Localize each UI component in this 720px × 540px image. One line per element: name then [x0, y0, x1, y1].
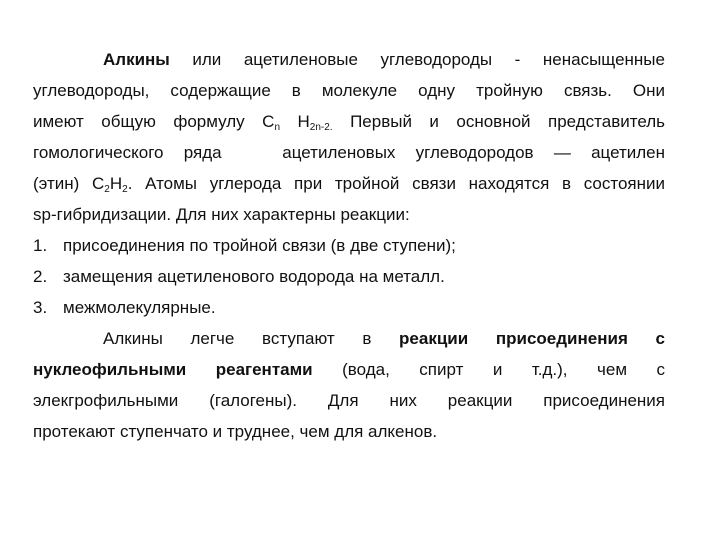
- list-item-2: [33, 261, 665, 292]
- formula-h: H: [297, 112, 310, 131]
- ethyne-h-subscript: 2: [122, 184, 128, 195]
- paragraph1-line4: гомологического ряда ацетиленовых углеводородов — ацетилен: [33, 143, 665, 162]
- list-text: присоединения по тройной связи (в две ступени);: [63, 236, 456, 255]
- formula-h-subscript: 2n-2.: [309, 122, 333, 133]
- list-number: 2.: [33, 267, 48, 286]
- paragraph1-line1-text: или ацетиленовые углеводороды - ненасыщенные: [192, 50, 665, 69]
- ethyne-c-subscript: 2: [104, 184, 110, 195]
- general-formula: [262, 112, 280, 131]
- paragraph1-line6: sp-гибридизации. Для них характерны реакции:: [33, 205, 410, 224]
- general-formula-h: [298, 112, 333, 131]
- paragraph2-line2-text: (вода, спирт и т.д.), чем с: [342, 360, 665, 379]
- paragraph2-line1: [33, 323, 665, 354]
- list-item-1: [33, 230, 665, 261]
- paragraph2-line4: протекают ступенчато и труднее, чем для алкенов.: [33, 422, 438, 441]
- bold-addition-reactions: реакции присоединения с: [399, 329, 665, 348]
- line5-pre: (этин) C: [33, 174, 105, 193]
- ethyne-h: H: [109, 174, 123, 193]
- list-number: 3.: [33, 298, 48, 317]
- paragraph2-line2: [33, 354, 665, 385]
- list-text: межмолекулярные.: [63, 298, 216, 317]
- bold-term-alkyny: Алкины: [103, 50, 170, 69]
- formula-c-subscript: n: [274, 122, 281, 133]
- paragraph1-line5-post: . Атомы углерода при тройной связи находятся в состоянии: [127, 174, 665, 193]
- paragraph1-line3-pre: имеют общую формулу: [33, 112, 245, 131]
- list-number: 1.: [33, 236, 48, 255]
- paragraph1-line3: [33, 106, 665, 137]
- paragraph1-line3-post: Первый и основной представитель: [350, 112, 666, 131]
- formula-c: C: [262, 112, 275, 131]
- paragraph2-line3: элекгрофильными (галогены). Для них реакции присоединения: [33, 391, 665, 410]
- paragraph1-line1: [33, 44, 665, 75]
- paragraph1-line2: углеводороды, содержащие в молекуле одну тройную связь. Они: [33, 81, 665, 100]
- list-item-3: [33, 292, 665, 323]
- paragraph1-line5: [33, 168, 665, 199]
- bold-nucleophilic-reagents: нуклеофильными реагентами: [33, 360, 313, 379]
- ethyne-formula: [33, 174, 128, 193]
- document-page: [33, 44, 665, 447]
- paragraph2-line1-text: Алкины легче вступают в: [103, 329, 372, 348]
- list-text: замещения ацетиленового водорода на металл.: [63, 267, 445, 286]
